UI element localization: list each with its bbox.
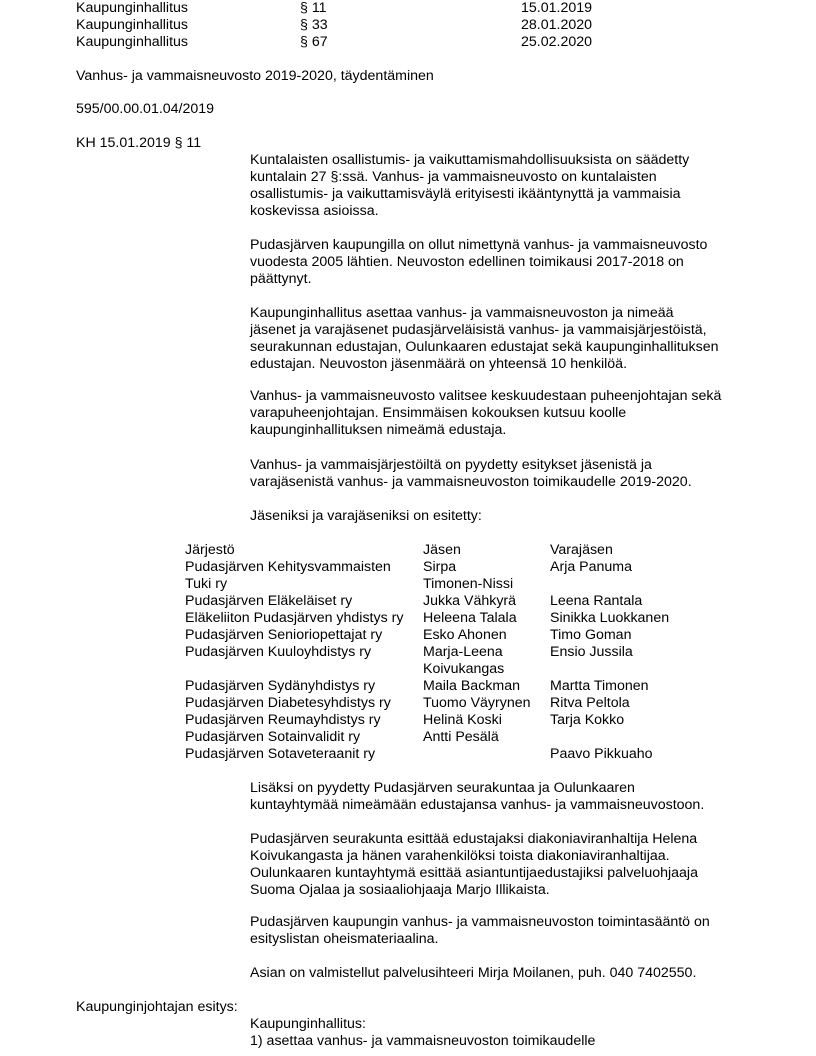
table-row-org: Pudasjärven Kuuloyhdistys ry [185, 644, 372, 660]
paragraph-line: edustajan. Neuvoston jäsenmäärä on yhteensä 10 henkilöä. [250, 356, 628, 372]
body-paragraph [250, 152, 770, 220]
org-line: Tuki ry [185, 576, 228, 592]
table-row-deputy: Martta Timonen [550, 678, 649, 694]
paragraph-line: varapuheenjohtajan. Ensimmäisen kokouksen kutsuu koolle [250, 405, 627, 421]
history-body: Kaupunginhallitus [76, 0, 189, 16]
paragraph-line: varajäsenistä vanhus- ja vammaisneuvoston toimikaudelle 2019-2020. [250, 474, 692, 490]
table-row-org: Pudasjärven Sotainvalidit ry [185, 729, 361, 745]
table-row-org: Pudasjärven Senioriopettajat ry [185, 627, 383, 643]
body-paragraph [250, 388, 770, 439]
table-row-deputy: Timo Goman [550, 627, 632, 643]
proposal-line: Kaupunginhallitus: [250, 1016, 366, 1032]
table-row-deputy: Tarja Kokko [550, 712, 625, 728]
history-body: Kaupunginhallitus [76, 34, 189, 50]
history-date: 15.01.2019 [521, 0, 593, 16]
paragraph-line: vuodesta 2005 lähtien. Neuvoston edellinen toimikausi 2017-2018 on [250, 254, 684, 270]
history-section: § 67 [300, 34, 328, 50]
body-paragraph [250, 914, 770, 948]
history-date: 28.01.2020 [521, 17, 593, 33]
body-paragraph [250, 305, 770, 373]
member-line: Sirpa [423, 559, 457, 575]
paragraph-line: Kaupunginhallitus asettaa vanhus- ja vammaisneuvoston ja nimeää [250, 305, 674, 321]
history-section: § 11 [300, 0, 327, 16]
body-paragraph [250, 831, 770, 899]
table-row-member: Tuomo Väyrynen [423, 695, 531, 711]
table-row-member: Maila Backman [423, 678, 520, 694]
paragraph-line: esityslistan oheismateriaalina. [250, 931, 439, 947]
history-body: Kaupunginhallitus [76, 17, 189, 33]
table-row-org: Pudasjärven Diabetesyhdistys ry [185, 695, 391, 711]
paragraph-line: jäsenet ja varajäsenet pudasjärveläisistä vanhus- ja vammaisjärjestöistä, [250, 322, 707, 338]
history-date: 25.02.2020 [521, 34, 593, 50]
paragraph-line: Pudasjärven seurakunta esittää edustajaksi diakoniaviranhaltija Helena [250, 831, 698, 847]
table-header-deputy: Varajäsen [550, 542, 613, 558]
record-number: 595/00.00.01.04/2019 [76, 101, 215, 117]
document-title: Vanhus- ja vammaisneuvosto 2019-2020, täydentäminen [76, 68, 434, 84]
paragraph-line: Vanhus- ja vammaisjärjestöiltä on pyydetty esitykset jäsenistä ja [250, 457, 652, 473]
table-row-member [423, 559, 513, 593]
table-row-org: Pudasjärven Sotaveteraanit ry [185, 746, 376, 762]
body-paragraph [250, 457, 770, 491]
table-row-deputy: Sinikka Luokkanen [550, 610, 670, 626]
table-row-member: Esko Ahonen [423, 627, 507, 643]
table-row-org: Pudasjärven Reumayhdistys ry [185, 712, 381, 728]
paragraph-line: kuntayhtymää nimeämään edustajansa vanhus- ja vammaisneuvostoon. [250, 797, 705, 813]
paragraph-line: koskevissa asioissa. [250, 203, 379, 219]
paragraph-line: Kuntalaisten osallistumis- ja vaikuttamismahdollisuuksista on säädetty [250, 152, 690, 168]
table-header-member: Jäsen [423, 542, 461, 558]
paragraph-line: kuntalain 27 §:ssä. Vanhus- ja vammaisneuvosto on kuntalaisten [250, 169, 657, 185]
table-header-org: Järjestö [185, 542, 235, 558]
paragraph-line: Pudasjärven kaupungilla on ollut nimettynä vanhus- ja vammaisneuvosto [250, 237, 708, 253]
table-row-org: Pudasjärven Sydänyhdistys ry [185, 678, 376, 694]
paragraph-line: kaupunginhallituksen nimeämä edustaja. [250, 422, 507, 438]
paragraph-line: Vanhus- ja vammaisneuvosto valitsee keskuudestaan puheenjohtajan sekä [250, 388, 722, 404]
table-row-member: Heleena Talala [423, 610, 517, 626]
paragraph-line: Pudasjärven kaupungin vanhus- ja vammaisneuvoston toimintasääntö on [250, 914, 710, 930]
body-paragraph [250, 780, 770, 814]
paragraph-line: Lisäksi on pyydetty Pudasjärven seurakuntaa ja Oulunkaaren [250, 780, 635, 796]
table-row-member: Jukka Vähkyrä [423, 593, 517, 609]
table-row-deputy: Ritva Peltola [550, 695, 630, 711]
table-row-deputy: Leena Rantala [550, 593, 643, 609]
member-line: Marja-Leena [423, 644, 503, 660]
body-paragraph [250, 965, 770, 982]
proposal-line: 1) asettaa vanhus- ja vammaisneuvoston toimikaudelle [250, 1033, 596, 1049]
meeting-reference: KH 15.01.2019 § 11 [76, 135, 202, 151]
paragraph-line: Asian on valmistellut palvelusihteeri Mirja Moilanen, puh. 040 7402550. [250, 965, 697, 981]
table-row-org: Eläkeliiton Pudasjärven yhdistys ry [185, 610, 404, 626]
proposal-text [250, 1016, 770, 1050]
body-paragraph [250, 508, 770, 525]
paragraph-line: Suoma Ojalaa ja sosiaaliohjaaja Marjo Illikaista. [250, 882, 550, 898]
table-row-deputy: Paavo Pikkuaho [550, 746, 653, 762]
table-row-org: Pudasjärven Eläkeläiset ry [185, 593, 353, 609]
paragraph-line: osallistumis- ja vaikuttamisväylä erityisesti ikääntynyttä ja vammaisia [250, 186, 681, 202]
paragraph-line: päättynyt. [250, 271, 312, 287]
table-row-member [423, 644, 504, 678]
body-paragraph [250, 237, 770, 288]
table-row-org [185, 559, 391, 593]
org-line: Pudasjärven Kehitysvammaisten [185, 559, 391, 575]
member-line: Timonen-Nissi [423, 576, 514, 592]
paragraph-line: Oulunkaaren kuntayhtymä esittää asiantuntijaedustajiksi palveluohjaaja [250, 865, 698, 881]
paragraph-line: Koivukangasta ja hänen varahenkilöksi toista diakoniaviranhaltijaa. [250, 848, 670, 864]
table-row-deputy: Ensio Jussila [550, 644, 633, 660]
member-line: Koivukangas [423, 661, 505, 677]
paragraph-line: seurakunnan edustajan, Oulunkaaren edustajat sekä kaupunginhallituksen [250, 339, 719, 355]
proposal-label: Kaupunginjohtajan esitys: [76, 999, 238, 1015]
paragraph-line: Jäseniksi ja varajäseniksi on esitetty: [250, 508, 482, 524]
table-row-member: Helinä Koski [423, 712, 502, 728]
table-row-member: Antti Pesälä [423, 729, 499, 745]
table-row-deputy: Arja Panuma [550, 559, 633, 575]
history-section: § 33 [300, 17, 328, 33]
